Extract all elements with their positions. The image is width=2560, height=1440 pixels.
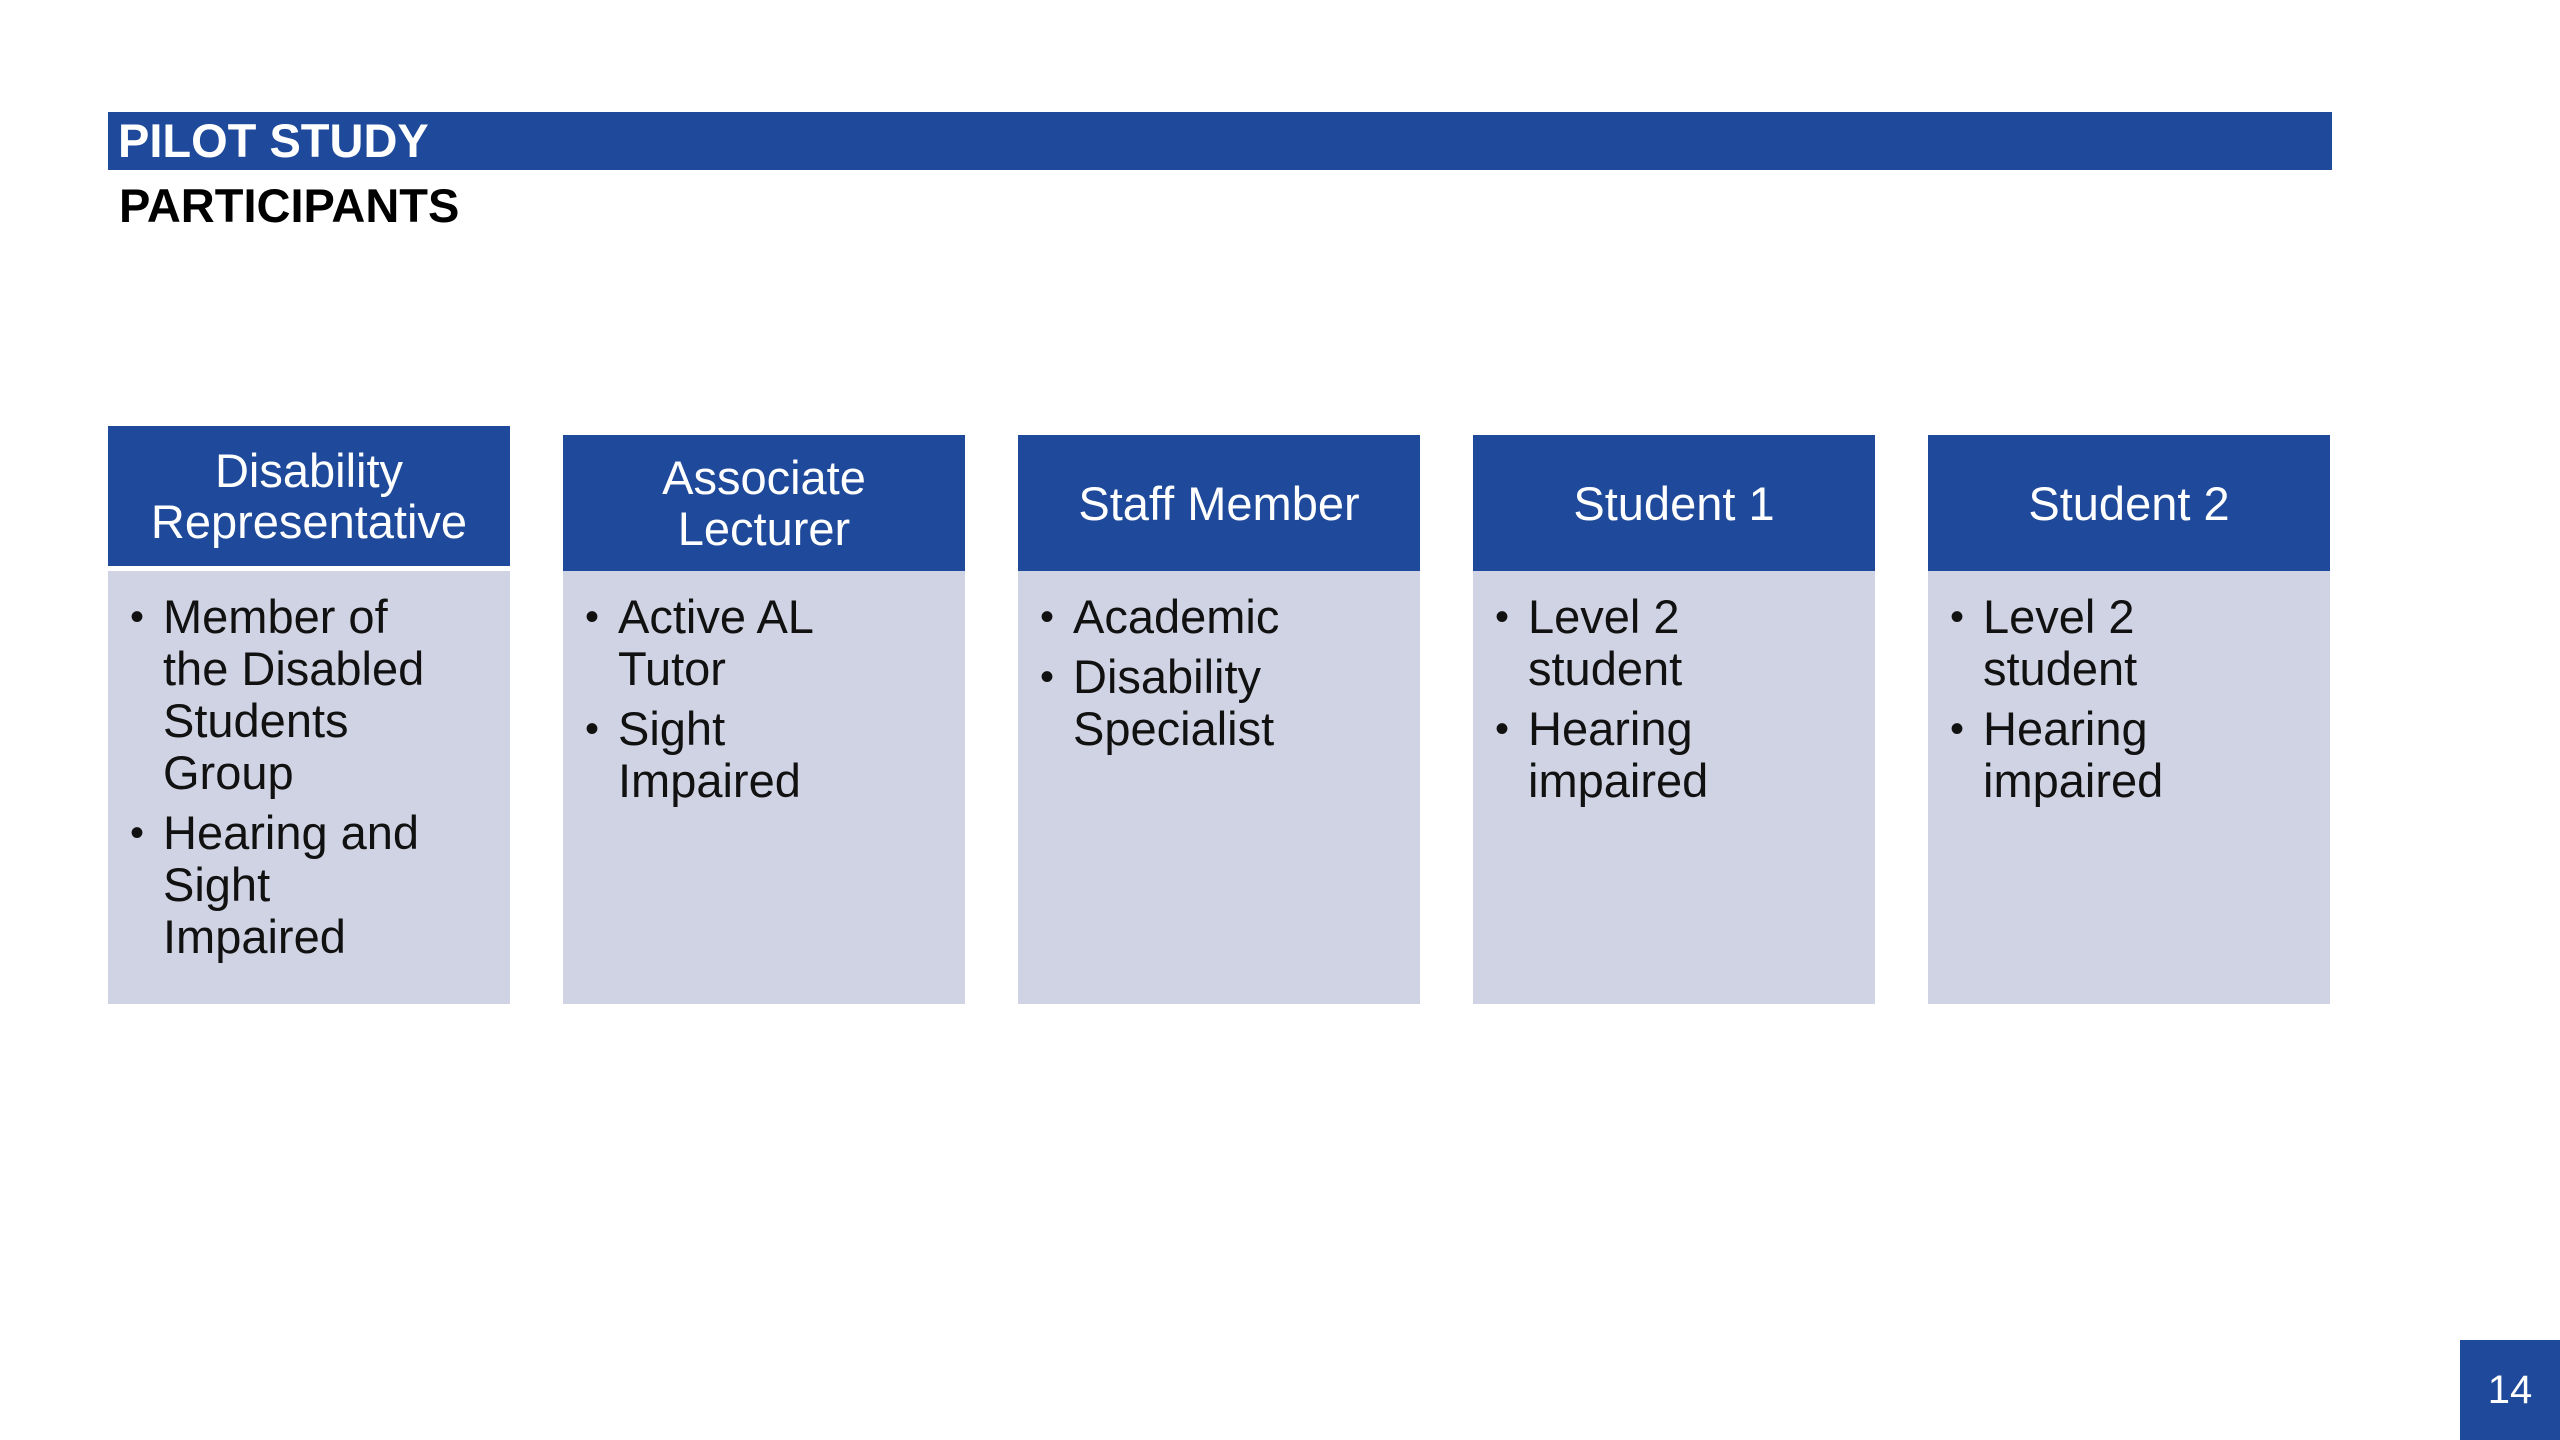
participant-card (108, 426, 510, 1004)
card-body (563, 571, 965, 1004)
bullet-item-line: Hearing and (163, 806, 420, 859)
card-body (1928, 571, 2330, 1004)
card-heading (1473, 435, 1875, 571)
participant-card (1473, 426, 1875, 1004)
card-heading (108, 426, 510, 566)
bullet-dot-icon: • (1040, 655, 1055, 699)
bullet-dot-icon: • (1950, 595, 1965, 639)
bullet-item-line: Level 2 (1983, 590, 2135, 643)
bullet-item-line: Impaired (163, 910, 346, 963)
bullet-item-line: Disability (1073, 650, 1262, 703)
card-heading-line: Staff Member (1078, 476, 1360, 530)
bullet-item-line: student (1983, 642, 2138, 695)
card-heading (563, 435, 965, 571)
bullet-item-line: Hearing (1528, 702, 1693, 755)
bullet-item (1038, 651, 1412, 755)
card-bullet-list (1948, 591, 2322, 807)
card-heading-line: Associate (662, 451, 866, 504)
card-heading-line: Student 1 (1573, 476, 1775, 530)
participant-card (1928, 426, 2330, 1004)
bullet-item-line: Students (163, 694, 349, 747)
bullet-item-line: Sight (618, 702, 726, 755)
bullet-item-line: impaired (1528, 754, 1709, 807)
bullet-dot-icon: • (1040, 595, 1055, 639)
slide-title: PILOT STUDY (118, 114, 429, 167)
card-body (1018, 571, 1420, 1004)
bullet-item (583, 591, 957, 695)
card-bullet-list (1493, 591, 1867, 807)
bullet-dot-icon: • (1495, 595, 1510, 639)
card-bullet-list (1038, 591, 1412, 755)
title-bar (108, 112, 2332, 170)
card-bullet-list (128, 591, 502, 963)
card-heading (1928, 435, 2330, 571)
participant-cards (108, 426, 2332, 1006)
participant-card (1018, 426, 1420, 1004)
page-number-badge (2460, 1340, 2560, 1440)
bullet-dot-icon: • (1950, 707, 1965, 751)
card-heading-line: Lecturer (677, 502, 851, 555)
bullet-item-line: impaired (1983, 754, 2164, 807)
bullet-item-line: Hearing (1983, 702, 2148, 755)
bullet-item-line: Academic (1073, 590, 1280, 643)
card-heading-line: Representative (150, 495, 468, 548)
bullet-item (1948, 591, 2322, 695)
bullet-item (128, 591, 502, 799)
bullet-item (1038, 591, 1412, 643)
bullet-item-line: Sight (163, 858, 271, 911)
bullet-dot-icon: • (585, 707, 600, 751)
card-body (108, 571, 510, 1004)
bullet-dot-icon: • (130, 811, 145, 855)
card-heading-line: Student 2 (2028, 476, 2230, 530)
bullet-item-line: Member of (163, 590, 388, 643)
bullet-item (128, 807, 502, 963)
bullet-dot-icon: • (130, 595, 145, 639)
bullet-item-line: Group (163, 746, 294, 799)
bullet-item-line: the Disabled (163, 642, 425, 695)
card-heading-line: Disability (214, 444, 404, 497)
card-bullet-list (583, 591, 957, 807)
participant-card (563, 426, 965, 1004)
bullet-item-line: Active AL (618, 590, 814, 643)
bullet-item (583, 703, 957, 807)
bullet-item (1493, 703, 1867, 807)
bullet-item-line: Specialist (1073, 702, 1275, 755)
bullet-item (1493, 591, 1867, 695)
page-number: 14 (2487, 1367, 2533, 1412)
bullet-item-line: Impaired (618, 754, 801, 807)
bullet-item-line: student (1528, 642, 1683, 695)
bullet-item (1948, 703, 2322, 807)
bullet-dot-icon: • (1495, 707, 1510, 751)
card-heading (1018, 435, 1420, 571)
card-body (1473, 571, 1875, 1004)
slide-subtitle: PARTICIPANTS (119, 179, 460, 232)
bullet-dot-icon: • (585, 595, 600, 639)
bullet-item-line: Tutor (618, 642, 726, 695)
bullet-item-line: Level 2 (1528, 590, 1680, 643)
